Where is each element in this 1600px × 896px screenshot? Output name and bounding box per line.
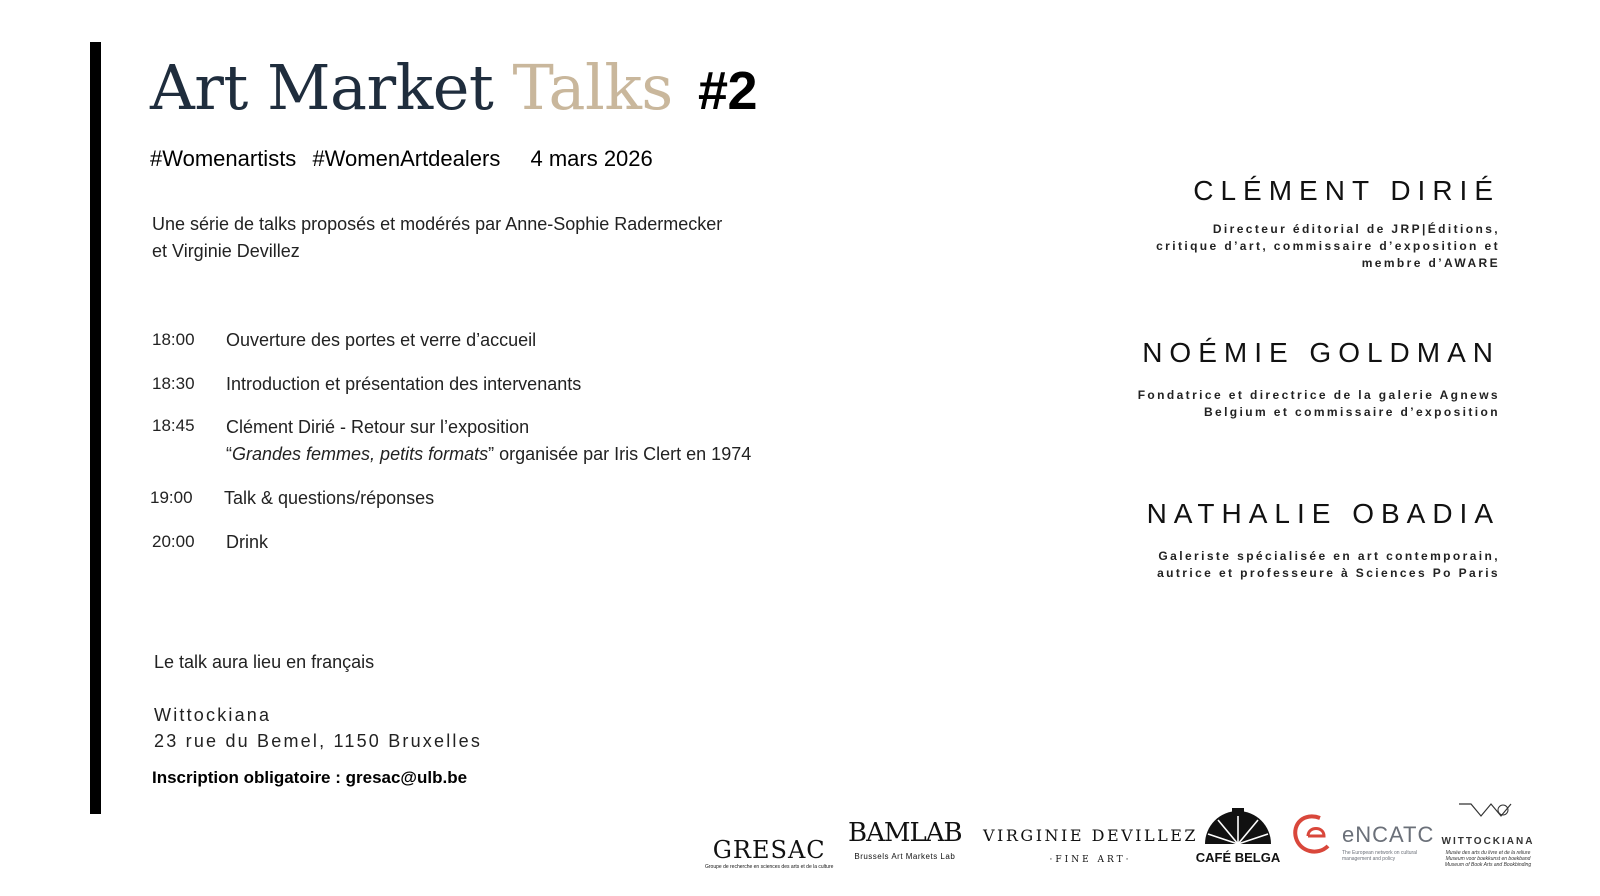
speaker-desc-line: autrice et professeure à Sciences Po Paris (1157, 566, 1500, 580)
venue-name: Wittockiana (154, 705, 272, 725)
schedule-label: Drink (226, 532, 269, 552)
speaker-desc-line: critique d’art, commissaire d’exposition et (1156, 239, 1500, 253)
encatc-icon (1290, 810, 1338, 860)
bamlab-wordmark: BAMLAB (848, 818, 962, 848)
gresac-subtitle: Groupe de recherche en sciences des arts et de la culture (705, 864, 834, 870)
exhibition-title: Grandes femmes, petits formats (232, 444, 489, 464)
schedule-label: Talk & questions/réponses (224, 488, 435, 508)
title-number: #2 (697, 61, 758, 121)
speaker-desc-line: membre d’AWARE (1361, 256, 1500, 270)
schedule-label: Introduction et présentation des intervenants (226, 374, 582, 394)
venue (154, 702, 482, 754)
schedule-time: 18:00 (152, 330, 195, 349)
schedule-label: Ouverture des portes et verre d’accueil (226, 330, 537, 350)
vertical-accent-bar (90, 42, 101, 814)
partner-logos (705, 808, 1545, 878)
title-art-market: Art Market (150, 51, 494, 124)
speaker-desc (1147, 548, 1500, 582)
speaker-desc (1156, 221, 1500, 272)
intro-text (152, 211, 832, 265)
hashtag-womenartdealers: #WomenArtdealers (312, 146, 501, 171)
schedule-label-line2 (226, 444, 751, 464)
speaker-noemie-goldman (1138, 337, 1500, 421)
speaker-desc-line: Galeriste spécialisée en art contemporain, (1158, 549, 1500, 563)
encatc-wordmark: eNCATC (1342, 822, 1435, 847)
speaker-desc-line: Fondatrice et directrice de la galerie Agnews (1137, 388, 1500, 402)
speaker-desc-line: Directeur éditorial de JRP|Éditions, (1212, 222, 1500, 236)
bamlab-subtitle: Brussels Art Markets Lab (854, 852, 956, 861)
event-date: 4 mars 2026 (530, 146, 653, 171)
speaker-nathalie-obadia (1147, 498, 1500, 582)
schedule-label (226, 414, 751, 468)
schedule-time: 19:00 (150, 488, 193, 507)
gresac-logo (705, 836, 833, 870)
schedule-time: 18:45 (152, 416, 195, 435)
belga-wordmark: CAFÉ BELGA (1195, 850, 1281, 865)
schedule-time: 18:30 (152, 374, 195, 393)
bamlab-logo (848, 818, 962, 861)
intro-line-2: et Virginie Devillez (152, 241, 300, 261)
intro-line-1: Une série de talks proposés et modérés par Anne-Sophie Radermecker (152, 214, 723, 234)
cafe-belga-icon (1195, 808, 1281, 868)
wittockiana-wordmark: WITTOCKIANA (1441, 836, 1535, 847)
page-title (150, 50, 757, 129)
venue-address: 23 rue du Bemel, 1150 Bruxelles (154, 731, 483, 751)
speaker-name: NATHALIE OBADIA (1146, 498, 1500, 529)
hashtag-womenartists: #Womenartists (150, 146, 297, 171)
wittockiana-logo (1441, 808, 1535, 868)
schedule-label-line1: Clément Dirié - Retour sur l’exposition (226, 417, 530, 437)
speaker-name: CLÉMENT DIRIÉ (1193, 175, 1500, 206)
virginie-devillez-logo (983, 826, 1198, 865)
wittockiana-icon (1441, 798, 1535, 822)
speaker-name: NOÉMIE GOLDMAN (1142, 337, 1500, 368)
encatc-subtitle: The European network on cultural management and policy (1342, 850, 1418, 862)
title-talks: Talks (512, 51, 673, 124)
encatc-logo (1290, 808, 1435, 868)
vdev-subtitle: ·FINE ART· (1049, 855, 1132, 865)
language-note: Le talk aura lieu en français (154, 652, 375, 672)
gresac-wordmark: GRESAC (712, 836, 826, 864)
cafe-belga-logo (1195, 808, 1281, 868)
hashtags-line (150, 146, 663, 172)
speaker-desc (1138, 387, 1500, 421)
registration-note: Inscription obligatoire : gresac@ulb.be (152, 768, 468, 787)
wittockiana-subtitle: Musée des arts du livre et de la reliure Museum voor boekkunst en boekband Museum of Book Arts and Bookbinding (1444, 850, 1532, 868)
quote-open: “ (226, 444, 232, 464)
schedule-time: 20:00 (152, 532, 195, 551)
vdev-wordmark: VIRGINIE DEVILLEZ (983, 826, 1199, 845)
speaker-clement-dirie (1156, 175, 1500, 272)
speaker-desc-line: Belgium et commissaire d’exposition (1203, 405, 1500, 419)
label2-rest: ” organisée par Iris Clert en 1974 (488, 444, 752, 464)
